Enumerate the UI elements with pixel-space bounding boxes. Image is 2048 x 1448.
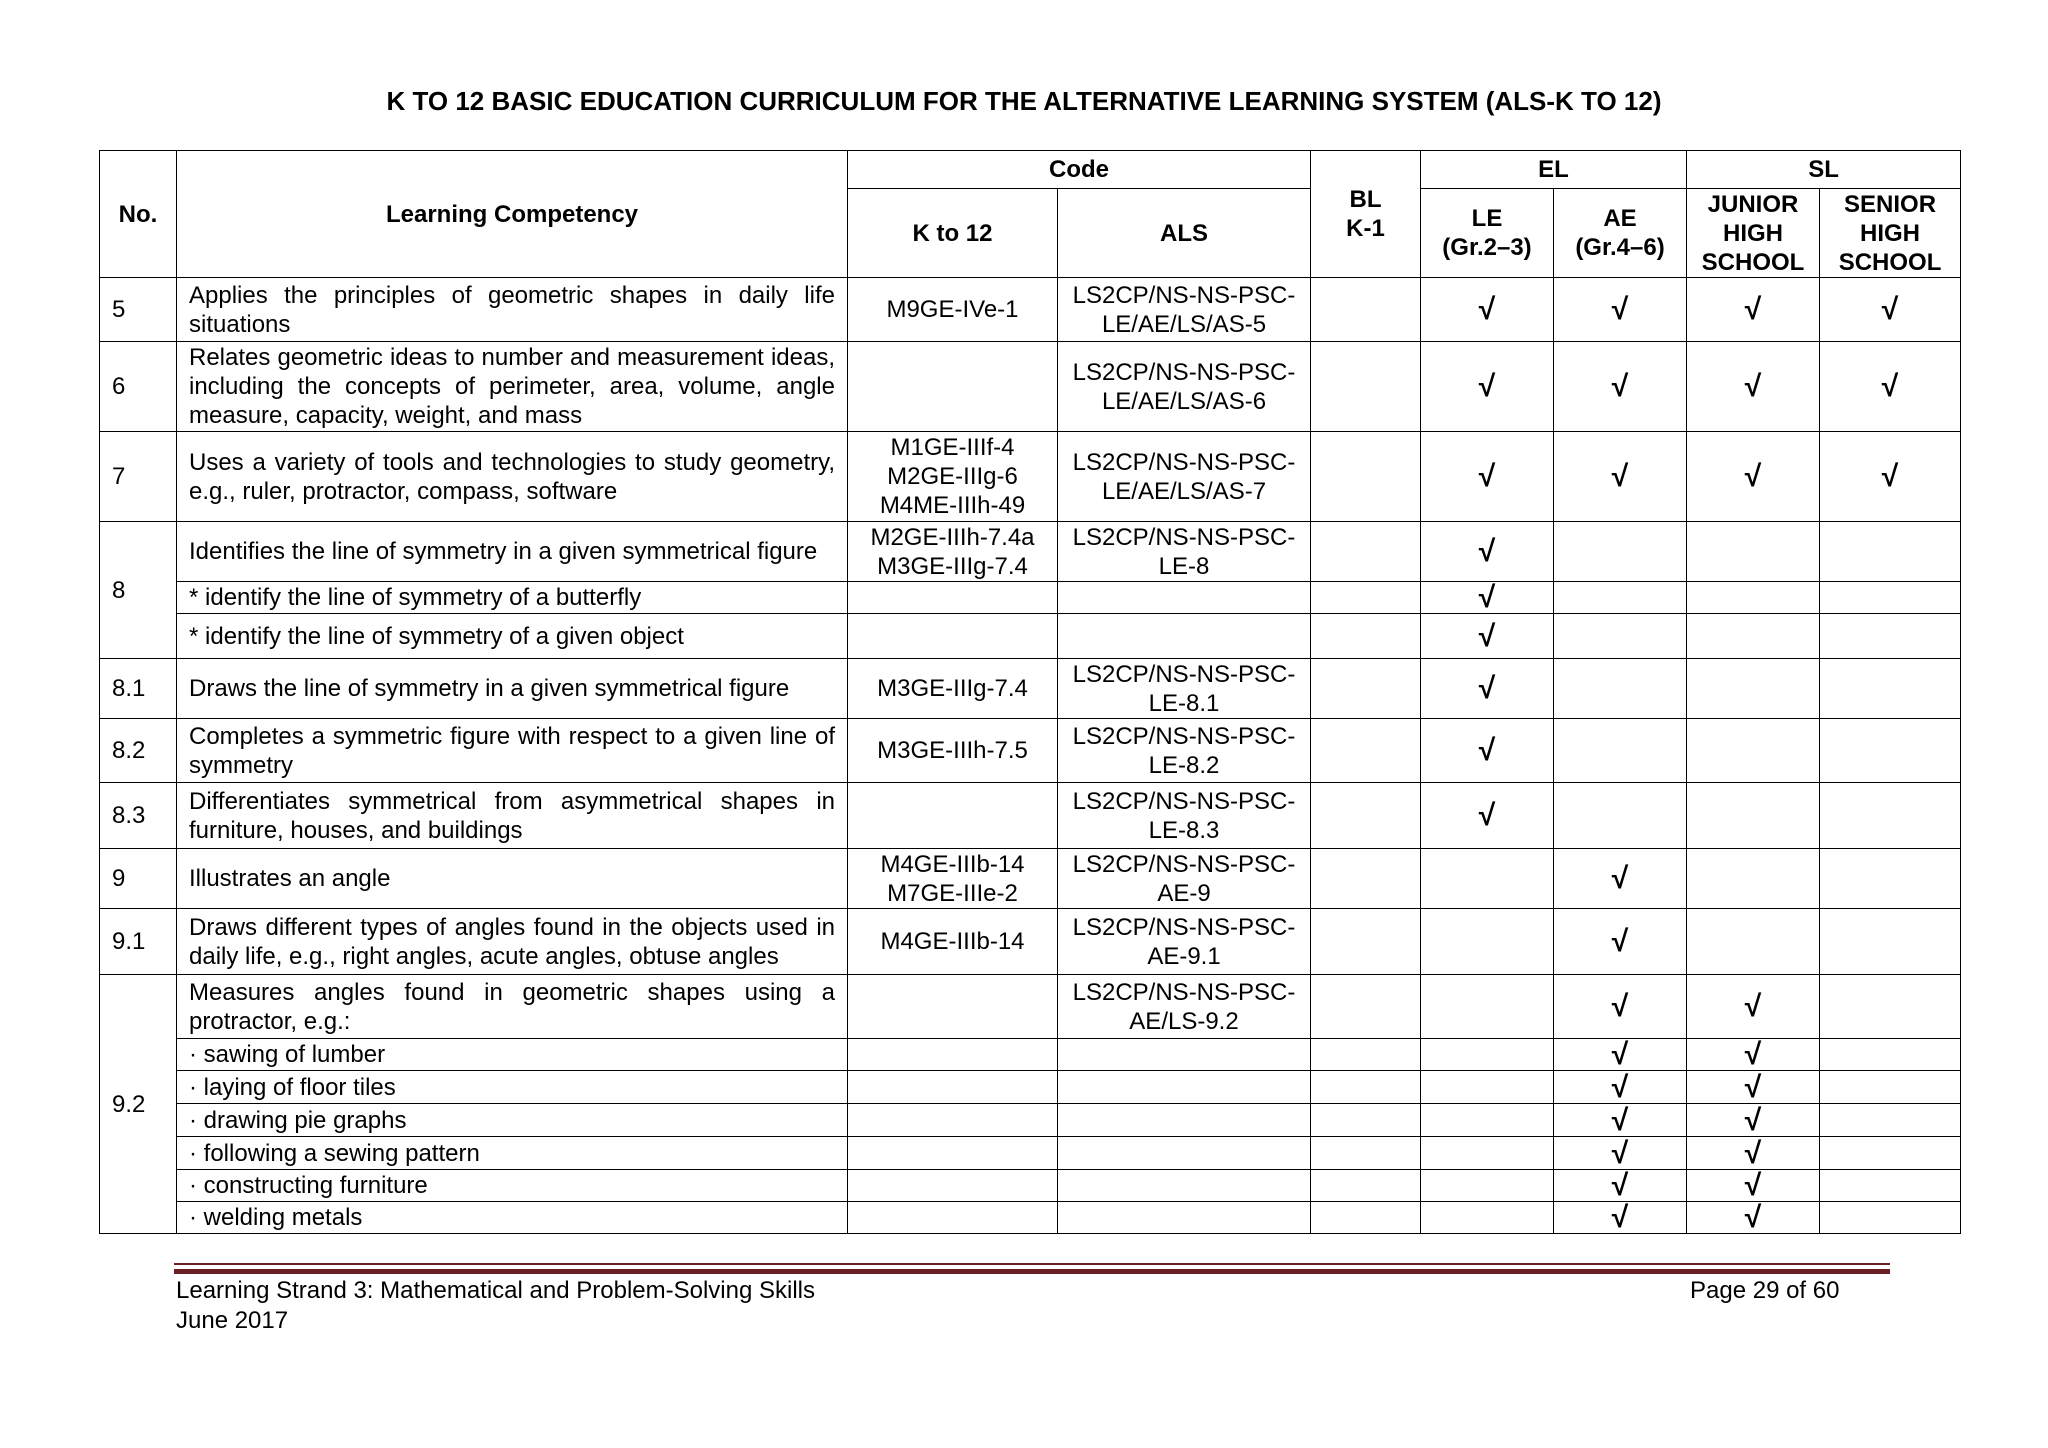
- bl-check-cell: [1311, 1071, 1421, 1104]
- shs-check-cell: [1820, 783, 1961, 849]
- table-row: [100, 975, 1961, 1039]
- bl-check-cell: [1311, 1039, 1421, 1071]
- shs-check-cell: [1820, 659, 1961, 719]
- le-check-cell: [1421, 849, 1554, 909]
- competency-cell: · welding metals: [177, 1202, 848, 1234]
- shs-check-cell: [1820, 1137, 1961, 1170]
- le-check-cell: [1421, 1137, 1554, 1170]
- ae-check-cell: [1554, 783, 1687, 849]
- checkmark-icon: √: [1881, 293, 1899, 326]
- als-code-cell: LS2CP/NS-NS-PSC-AE/LS-9.2: [1058, 975, 1311, 1039]
- checkmark-icon: √: [1744, 370, 1762, 403]
- header-sl: SL: [1687, 151, 1961, 189]
- shs-check-cell: [1820, 614, 1961, 659]
- checkmark-icon: √: [1744, 293, 1762, 326]
- bl-check-cell: [1311, 614, 1421, 659]
- competency-cell: Measures angles found in geometric shapes using a protractor, e.g.:: [177, 975, 848, 1039]
- bl-check-cell: [1311, 278, 1421, 342]
- ae-check-cell: [1554, 522, 1687, 582]
- shs-check-cell: [1820, 719, 1961, 783]
- ae-check-cell: [1554, 582, 1687, 614]
- table-row: [100, 1104, 1961, 1137]
- checkmark-icon: √: [1744, 990, 1762, 1023]
- checkmark-icon: √: [1478, 535, 1496, 568]
- checkmark-icon: √: [1611, 925, 1629, 958]
- als-code-cell: [1058, 1071, 1311, 1104]
- k12-code-cell: [848, 1071, 1058, 1104]
- table-row: [100, 1137, 1961, 1170]
- le-check-cell: [1421, 342, 1554, 432]
- checkmark-icon: √: [1611, 460, 1629, 493]
- k12-code-cell: [848, 975, 1058, 1039]
- bl-check-cell: [1311, 975, 1421, 1039]
- header-k12: K to 12: [848, 189, 1058, 278]
- competency-cell: · constructing furniture: [177, 1170, 848, 1202]
- als-code-cell: [1058, 1202, 1311, 1234]
- als-code-cell: LS2CP/NS-NS-PSC-LE-8: [1058, 522, 1311, 582]
- checkmark-icon: √: [1611, 862, 1629, 895]
- table-row: [100, 659, 1961, 719]
- shs-check-cell: [1820, 582, 1961, 614]
- jhs-check-cell: [1687, 1137, 1820, 1170]
- ae-check-cell: [1554, 719, 1687, 783]
- table-row: [100, 582, 1961, 614]
- checkmark-icon: √: [1744, 1070, 1762, 1104]
- checkmark-icon: √: [1744, 1201, 1762, 1234]
- shs-check-cell: [1820, 1202, 1961, 1234]
- table-row: [100, 342, 1961, 432]
- ae-check-cell: [1554, 909, 1687, 975]
- table-row: [100, 1071, 1961, 1104]
- row-number: 8.3: [100, 783, 177, 849]
- jhs-check-cell: [1687, 975, 1820, 1039]
- le-check-cell: [1421, 614, 1554, 659]
- ae-check-cell: [1554, 1104, 1687, 1137]
- bl-check-cell: [1311, 849, 1421, 909]
- header-junior-high: JUNIOR HIGH SCHOOL: [1687, 189, 1820, 278]
- jhs-check-cell: [1687, 1202, 1820, 1234]
- k12-code-cell: [848, 582, 1058, 614]
- ae-check-cell: [1554, 342, 1687, 432]
- jhs-check-cell: [1687, 278, 1820, 342]
- le-check-cell: [1421, 522, 1554, 582]
- header-el: EL: [1421, 151, 1687, 189]
- bl-check-cell: [1311, 659, 1421, 719]
- header-ae: AE (Gr.4–6): [1554, 189, 1687, 278]
- competency-cell: Draws different types of angles found in the objects used in daily life, e.g., right angles, acute angles, obtuse angles: [177, 909, 848, 975]
- competency-cell: · drawing pie graphs: [177, 1104, 848, 1137]
- ae-check-cell: [1554, 614, 1687, 659]
- k12-code-cell: M1GE-IIIf-4 M2GE-IIIg-6 M4ME-IIIh-49: [848, 432, 1058, 522]
- le-check-cell: [1421, 1039, 1554, 1071]
- als-code-cell: [1058, 1039, 1311, 1071]
- jhs-check-cell: [1687, 342, 1820, 432]
- bl-check-cell: [1311, 522, 1421, 582]
- shs-check-cell: [1820, 1039, 1961, 1071]
- k12-code-cell: M4GE-IIIb-14 M7GE-IIIe-2: [848, 849, 1058, 909]
- le-check-cell: [1421, 1071, 1554, 1104]
- header-senior-high: SENIOR HIGH SCHOOL: [1820, 189, 1961, 278]
- als-code-cell: [1058, 1104, 1311, 1137]
- k12-code-cell: M9GE-IVe-1: [848, 278, 1058, 342]
- ae-check-cell: [1554, 659, 1687, 719]
- table-row: [100, 614, 1961, 659]
- footer-rule: [174, 1263, 1890, 1274]
- header-als: ALS: [1058, 189, 1311, 278]
- checkmark-icon: √: [1611, 1070, 1629, 1104]
- als-code-cell: [1058, 1137, 1311, 1170]
- als-code-cell: LS2CP/NS-NS-PSC-LE-8.1: [1058, 659, 1311, 719]
- header-learning-competency: Learning Competency: [177, 151, 848, 278]
- le-check-cell: [1421, 783, 1554, 849]
- bl-check-cell: [1311, 1137, 1421, 1170]
- header-le: LE (Gr.2–3): [1421, 189, 1554, 278]
- bl-check-cell: [1311, 432, 1421, 522]
- table-row: [100, 522, 1961, 582]
- jhs-check-cell: [1687, 1170, 1820, 1202]
- header-bl: BL K-1: [1311, 151, 1421, 278]
- footer-strand: Learning Strand 3: Mathematical and Problem-Solving Skills: [176, 1277, 815, 1304]
- checkmark-icon: √: [1478, 619, 1496, 653]
- k12-code-cell: [848, 1202, 1058, 1234]
- als-code-cell: [1058, 1170, 1311, 1202]
- checkmark-icon: √: [1744, 1169, 1762, 1202]
- row-number: 9.2: [100, 975, 177, 1234]
- k12-code-cell: M3GE-IIIh-7.5: [848, 719, 1058, 783]
- le-check-cell: [1421, 659, 1554, 719]
- competency-cell: Identifies the line of symmetry in a given symmetrical figure: [177, 522, 848, 582]
- competency-cell: Completes a symmetric figure with respect to a given line of symmetry: [177, 719, 848, 783]
- shs-check-cell: [1820, 342, 1961, 432]
- shs-check-cell: [1820, 278, 1961, 342]
- shs-check-cell: [1820, 1071, 1961, 1104]
- row-number: 9: [100, 849, 177, 909]
- checkmark-icon: √: [1611, 1038, 1629, 1071]
- jhs-check-cell: [1687, 582, 1820, 614]
- jhs-check-cell: [1687, 1071, 1820, 1104]
- als-code-cell: LS2CP/NS-NS-PSC-AE-9.1: [1058, 909, 1311, 975]
- shs-check-cell: [1820, 849, 1961, 909]
- checkmark-icon: √: [1611, 370, 1629, 403]
- ae-check-cell: [1554, 1202, 1687, 1234]
- ae-check-cell: [1554, 278, 1687, 342]
- table-row: [100, 719, 1961, 783]
- checkmark-icon: √: [1881, 370, 1899, 403]
- ae-check-cell: [1554, 1039, 1687, 1071]
- le-check-cell: [1421, 278, 1554, 342]
- table-row: [100, 1039, 1961, 1071]
- table-row: [100, 432, 1961, 522]
- row-number: 6: [100, 342, 177, 432]
- als-code-cell: LS2CP/NS-NS-PSC-LE/AE/LS/AS-7: [1058, 432, 1311, 522]
- ae-check-cell: [1554, 1137, 1687, 1170]
- shs-check-cell: [1820, 522, 1961, 582]
- row-number: 9.1: [100, 909, 177, 975]
- k12-code-cell: M4GE-IIIb-14: [848, 909, 1058, 975]
- le-check-cell: [1421, 1104, 1554, 1137]
- competency-cell: * identify the line of symmetry of a given object: [177, 614, 848, 659]
- shs-check-cell: [1820, 909, 1961, 975]
- checkmark-icon: √: [1744, 1103, 1762, 1137]
- competency-cell: Draws the line of symmetry in a given symmetrical figure: [177, 659, 848, 719]
- checkmark-icon: √: [1744, 460, 1762, 493]
- k12-code-cell: [848, 1137, 1058, 1170]
- shs-check-cell: [1820, 1170, 1961, 1202]
- als-code-cell: LS2CP/NS-NS-PSC-LE/AE/LS/AS-6: [1058, 342, 1311, 432]
- ae-check-cell: [1554, 1170, 1687, 1202]
- k12-code-cell: [848, 342, 1058, 432]
- checkmark-icon: √: [1478, 672, 1496, 705]
- document-title: K TO 12 BASIC EDUCATION CURRICULUM FOR THE ALTERNATIVE LEARNING SYSTEM (ALS-K TO 12): [386, 86, 1662, 116]
- bl-check-cell: [1311, 909, 1421, 975]
- k12-code-cell: [848, 614, 1058, 659]
- le-check-cell: [1421, 909, 1554, 975]
- checkmark-icon: √: [1611, 1169, 1629, 1202]
- bl-check-cell: [1311, 1202, 1421, 1234]
- checkmark-icon: √: [1744, 1038, 1762, 1071]
- checkmark-icon: √: [1744, 1136, 1762, 1170]
- bl-check-cell: [1311, 783, 1421, 849]
- jhs-check-cell: [1687, 659, 1820, 719]
- checkmark-icon: √: [1611, 293, 1629, 326]
- checkmark-icon: √: [1611, 1201, 1629, 1234]
- k12-code-cell: [848, 1039, 1058, 1071]
- competency-cell: Relates geometric ideas to number and measurement ideas, including the concepts of perimeter, area, volume, angle measure, capacity, weight, and mass: [177, 342, 848, 432]
- k12-code-cell: [848, 783, 1058, 849]
- bl-check-cell: [1311, 719, 1421, 783]
- shs-check-cell: [1820, 432, 1961, 522]
- checkmark-icon: √: [1611, 1136, 1629, 1170]
- ae-check-cell: [1554, 849, 1687, 909]
- le-check-cell: [1421, 1170, 1554, 1202]
- shs-check-cell: [1820, 975, 1961, 1039]
- le-check-cell: [1421, 719, 1554, 783]
- table-row: [100, 909, 1961, 975]
- le-check-cell: [1421, 975, 1554, 1039]
- le-check-cell: [1421, 582, 1554, 614]
- competency-cell: * identify the line of symmetry of a butterfly: [177, 582, 848, 614]
- als-code-cell: LS2CP/NS-NS-PSC-AE-9: [1058, 849, 1311, 909]
- ae-check-cell: [1554, 1071, 1687, 1104]
- le-check-cell: [1421, 1202, 1554, 1234]
- k12-code-cell: M3GE-IIIg-7.4: [848, 659, 1058, 719]
- checkmark-icon: √: [1478, 734, 1496, 767]
- bl-check-cell: [1311, 1170, 1421, 1202]
- row-number: 8.1: [100, 659, 177, 719]
- ae-check-cell: [1554, 975, 1687, 1039]
- table-body: [100, 278, 1961, 1234]
- bl-check-cell: [1311, 342, 1421, 432]
- bl-check-cell: [1311, 1104, 1421, 1137]
- competency-cell: · sawing of lumber: [177, 1039, 848, 1071]
- competency-cell: Uses a variety of tools and technologies to study geometry, e.g., ruler, protractor, compass, software: [177, 432, 848, 522]
- checkmark-icon: √: [1478, 581, 1496, 614]
- als-code-cell: LS2CP/NS-NS-PSC-LE-8.2: [1058, 719, 1311, 783]
- checkmark-icon: √: [1881, 460, 1899, 493]
- footer-page-number: Page 29 of 60: [1690, 1277, 1840, 1304]
- table-row: [100, 1170, 1961, 1202]
- checkmark-icon: √: [1611, 1103, 1629, 1137]
- checkmark-icon: √: [1478, 799, 1496, 832]
- table-row: [100, 849, 1961, 909]
- ae-check-cell: [1554, 432, 1687, 522]
- bl-check-cell: [1311, 582, 1421, 614]
- als-code-cell: LS2CP/NS-NS-PSC-LE/AE/LS/AS-5: [1058, 278, 1311, 342]
- le-check-cell: [1421, 432, 1554, 522]
- checkmark-icon: √: [1611, 990, 1629, 1023]
- header-no: No.: [100, 151, 177, 278]
- row-number: 7: [100, 432, 177, 522]
- competency-cell: · laying of floor tiles: [177, 1071, 848, 1104]
- jhs-check-cell: [1687, 719, 1820, 783]
- table-row: [100, 278, 1961, 342]
- jhs-check-cell: [1687, 614, 1820, 659]
- header-code: Code: [848, 151, 1311, 189]
- jhs-check-cell: [1687, 1104, 1820, 1137]
- k12-code-cell: [848, 1104, 1058, 1137]
- jhs-check-cell: [1687, 522, 1820, 582]
- row-number: 5: [100, 278, 177, 342]
- checkmark-icon: √: [1478, 370, 1496, 403]
- jhs-check-cell: [1687, 432, 1820, 522]
- competency-cell: Differentiates symmetrical from asymmetrical shapes in furniture, houses, and buildings: [177, 783, 848, 849]
- jhs-check-cell: [1687, 849, 1820, 909]
- competency-cell: Illustrates an angle: [177, 849, 848, 909]
- competency-cell: · following a sewing pattern: [177, 1137, 848, 1170]
- als-code-cell: LS2CP/NS-NS-PSC-LE-8.3: [1058, 783, 1311, 849]
- footer-date: June 2017: [176, 1307, 289, 1334]
- jhs-check-cell: [1687, 783, 1820, 849]
- row-number: 8.2: [100, 719, 177, 783]
- table-row: [100, 783, 1961, 849]
- shs-check-cell: [1820, 1104, 1961, 1137]
- competency-cell: Applies the principles of geometric shapes in daily life situations: [177, 278, 848, 342]
- jhs-check-cell: [1687, 909, 1820, 975]
- row-number: 8: [100, 522, 177, 659]
- k12-code-cell: M2GE-IIIh-7.4a M3GE-IIIg-7.4: [848, 522, 1058, 582]
- als-code-cell: [1058, 582, 1311, 614]
- jhs-check-cell: [1687, 1039, 1820, 1071]
- k12-code-cell: [848, 1170, 1058, 1202]
- als-code-cell: [1058, 614, 1311, 659]
- table-row: [100, 1202, 1961, 1234]
- checkmark-icon: √: [1478, 293, 1496, 326]
- checkmark-icon: √: [1478, 460, 1496, 493]
- curriculum-table: [99, 150, 1961, 1234]
